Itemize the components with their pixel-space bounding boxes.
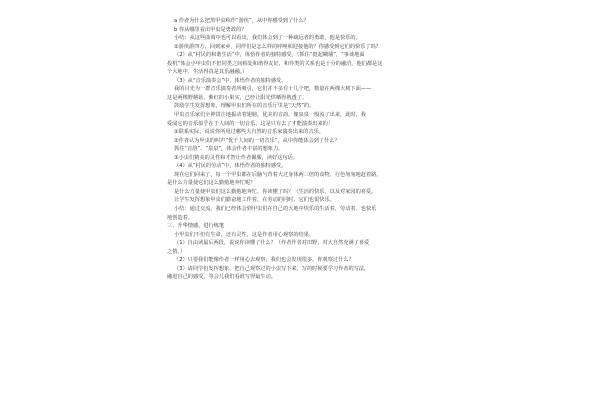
paragraph-line: 现在它们回来了，每一个甲虫都在后脑勺背着大过身体两三倍的食物，行色匆匆地赶着路， — [174, 171, 382, 178]
paragraph-line: 融进自己的感受，等会儿我们看谁写得最生动。 — [167, 274, 276, 281]
paragraph-line: ②作者认为甲虫的叫声“优于人间的一切音乐”，从中你能体会到了什么？ — [174, 137, 340, 144]
paragraph-line: 地创造着。 — [167, 214, 193, 221]
paragraph-line: 鼓励学生发挥想象，理解甲虫们所在的音乐厅里是“天然”的。 — [174, 103, 315, 110]
document-body — [167, 17, 433, 282]
paragraph-line: b 你从哪里看出甲虫是勇敢的？ — [174, 26, 247, 33]
paragraph-line: 投机”体会小甲虫们不但同类之间相处和谐得友好，和异类的关系也是十分的融洽，他们都是这 — [167, 60, 383, 67]
paragraph-line: （4）从“村民的劳动”中，体悟作者的独特感受。 — [174, 163, 287, 170]
paragraph-line: 小结：通过交流，我们已经体会到甲虫们在自己的大地中快乐的生活着，劳动着，也快乐 — [174, 206, 377, 213]
paragraph-line: 是什么力量使甲虫们这么勤勉地奔忙，你读懂了吗？（生活的快乐，以及对家园的喜爱。 — [174, 188, 377, 195]
section-heading: 三、升华情感，进行练笔 — [167, 223, 225, 230]
paragraph-line: 小甲虫们不但有生命，还有灵性，这是作者用心观察的结果。 — [174, 231, 315, 238]
paragraph-line: 小结：从这些曲调中也可以看出，我们体会到了一种疏远者的勇敢，他是快乐的。 — [174, 35, 361, 42]
paragraph-line: （1）自由读最后两段，说说你读懂了什么？（作者作者对田野，对大自然充满了喜爱 — [174, 240, 370, 247]
paragraph-line: 让学生发挥想象甲虫们勤奋地工作着，在劳动的同时，它们也很快乐。 — [174, 197, 335, 204]
paragraph-line: ③小虫们精美的灵性和才智让作者佩服，读好这句话。 — [174, 154, 298, 161]
paragraph-line: 之情。） — [167, 248, 186, 255]
paragraph-line: （3）请同学们发挥想象，把自己观察过的小虫写下来，写的时候要学习作者的写法， — [174, 265, 370, 272]
paragraph-line: 这是两棵野蘑菇，紫红的小果实，已经让阳光烘晒得熟透了。 — [167, 94, 308, 101]
paragraph-line: （2）只要我们能像作者一样用心去观察，我们也会发现很多。你观察过什么？ — [174, 257, 354, 264]
paragraph-line: a 作者为什么把黑甲虫称作“游侠”，从中你感受到了什么？ — [174, 18, 309, 24]
paragraph-line: 我的目光为一群音乐演奏者所吸引，它们并不多有十几个吧，数量在两棵大树下面—— — [174, 86, 372, 93]
paragraph-line: 是什么力量使它们这么勤勉地奔忙呢？ — [167, 180, 256, 187]
paragraph-line: 爱闻它的音乐似乎在于人间的一切音乐，这是只有去了才能演奏出来的！ — [167, 120, 334, 127]
paragraph-line: （3）从“音乐演奏会”中，体悟作者的独特感受。 — [174, 77, 287, 84]
paragraph-line: （2）从“村民的和谐生活”中，体悟作者的独特感受。（抓住“挺起糊墙”，“事谈地面 — [174, 52, 365, 59]
paragraph-line: ①联系实际，说说你所用过哪些大自然的音乐家演奏出来的音乐。 — [174, 129, 324, 136]
paragraph-line: 甲虫音乐家们全神贯注地振动着翅膀，优美的音韵，像泉泉一般流了出来，此时，我 — [174, 112, 366, 119]
paragraph-line: 个大地中，生活得真是其乐融融。） — [167, 69, 248, 76]
paragraph-line: ②游侠游四方，回到家乡，同伴们是怎么样的呼唤和迎接他的？你感受到它们的快乐了吗？ — [174, 43, 381, 50]
paragraph-line: 抓住“音韵”、“泉泉”，体会作者丰富的想象力。 — [174, 146, 284, 153]
